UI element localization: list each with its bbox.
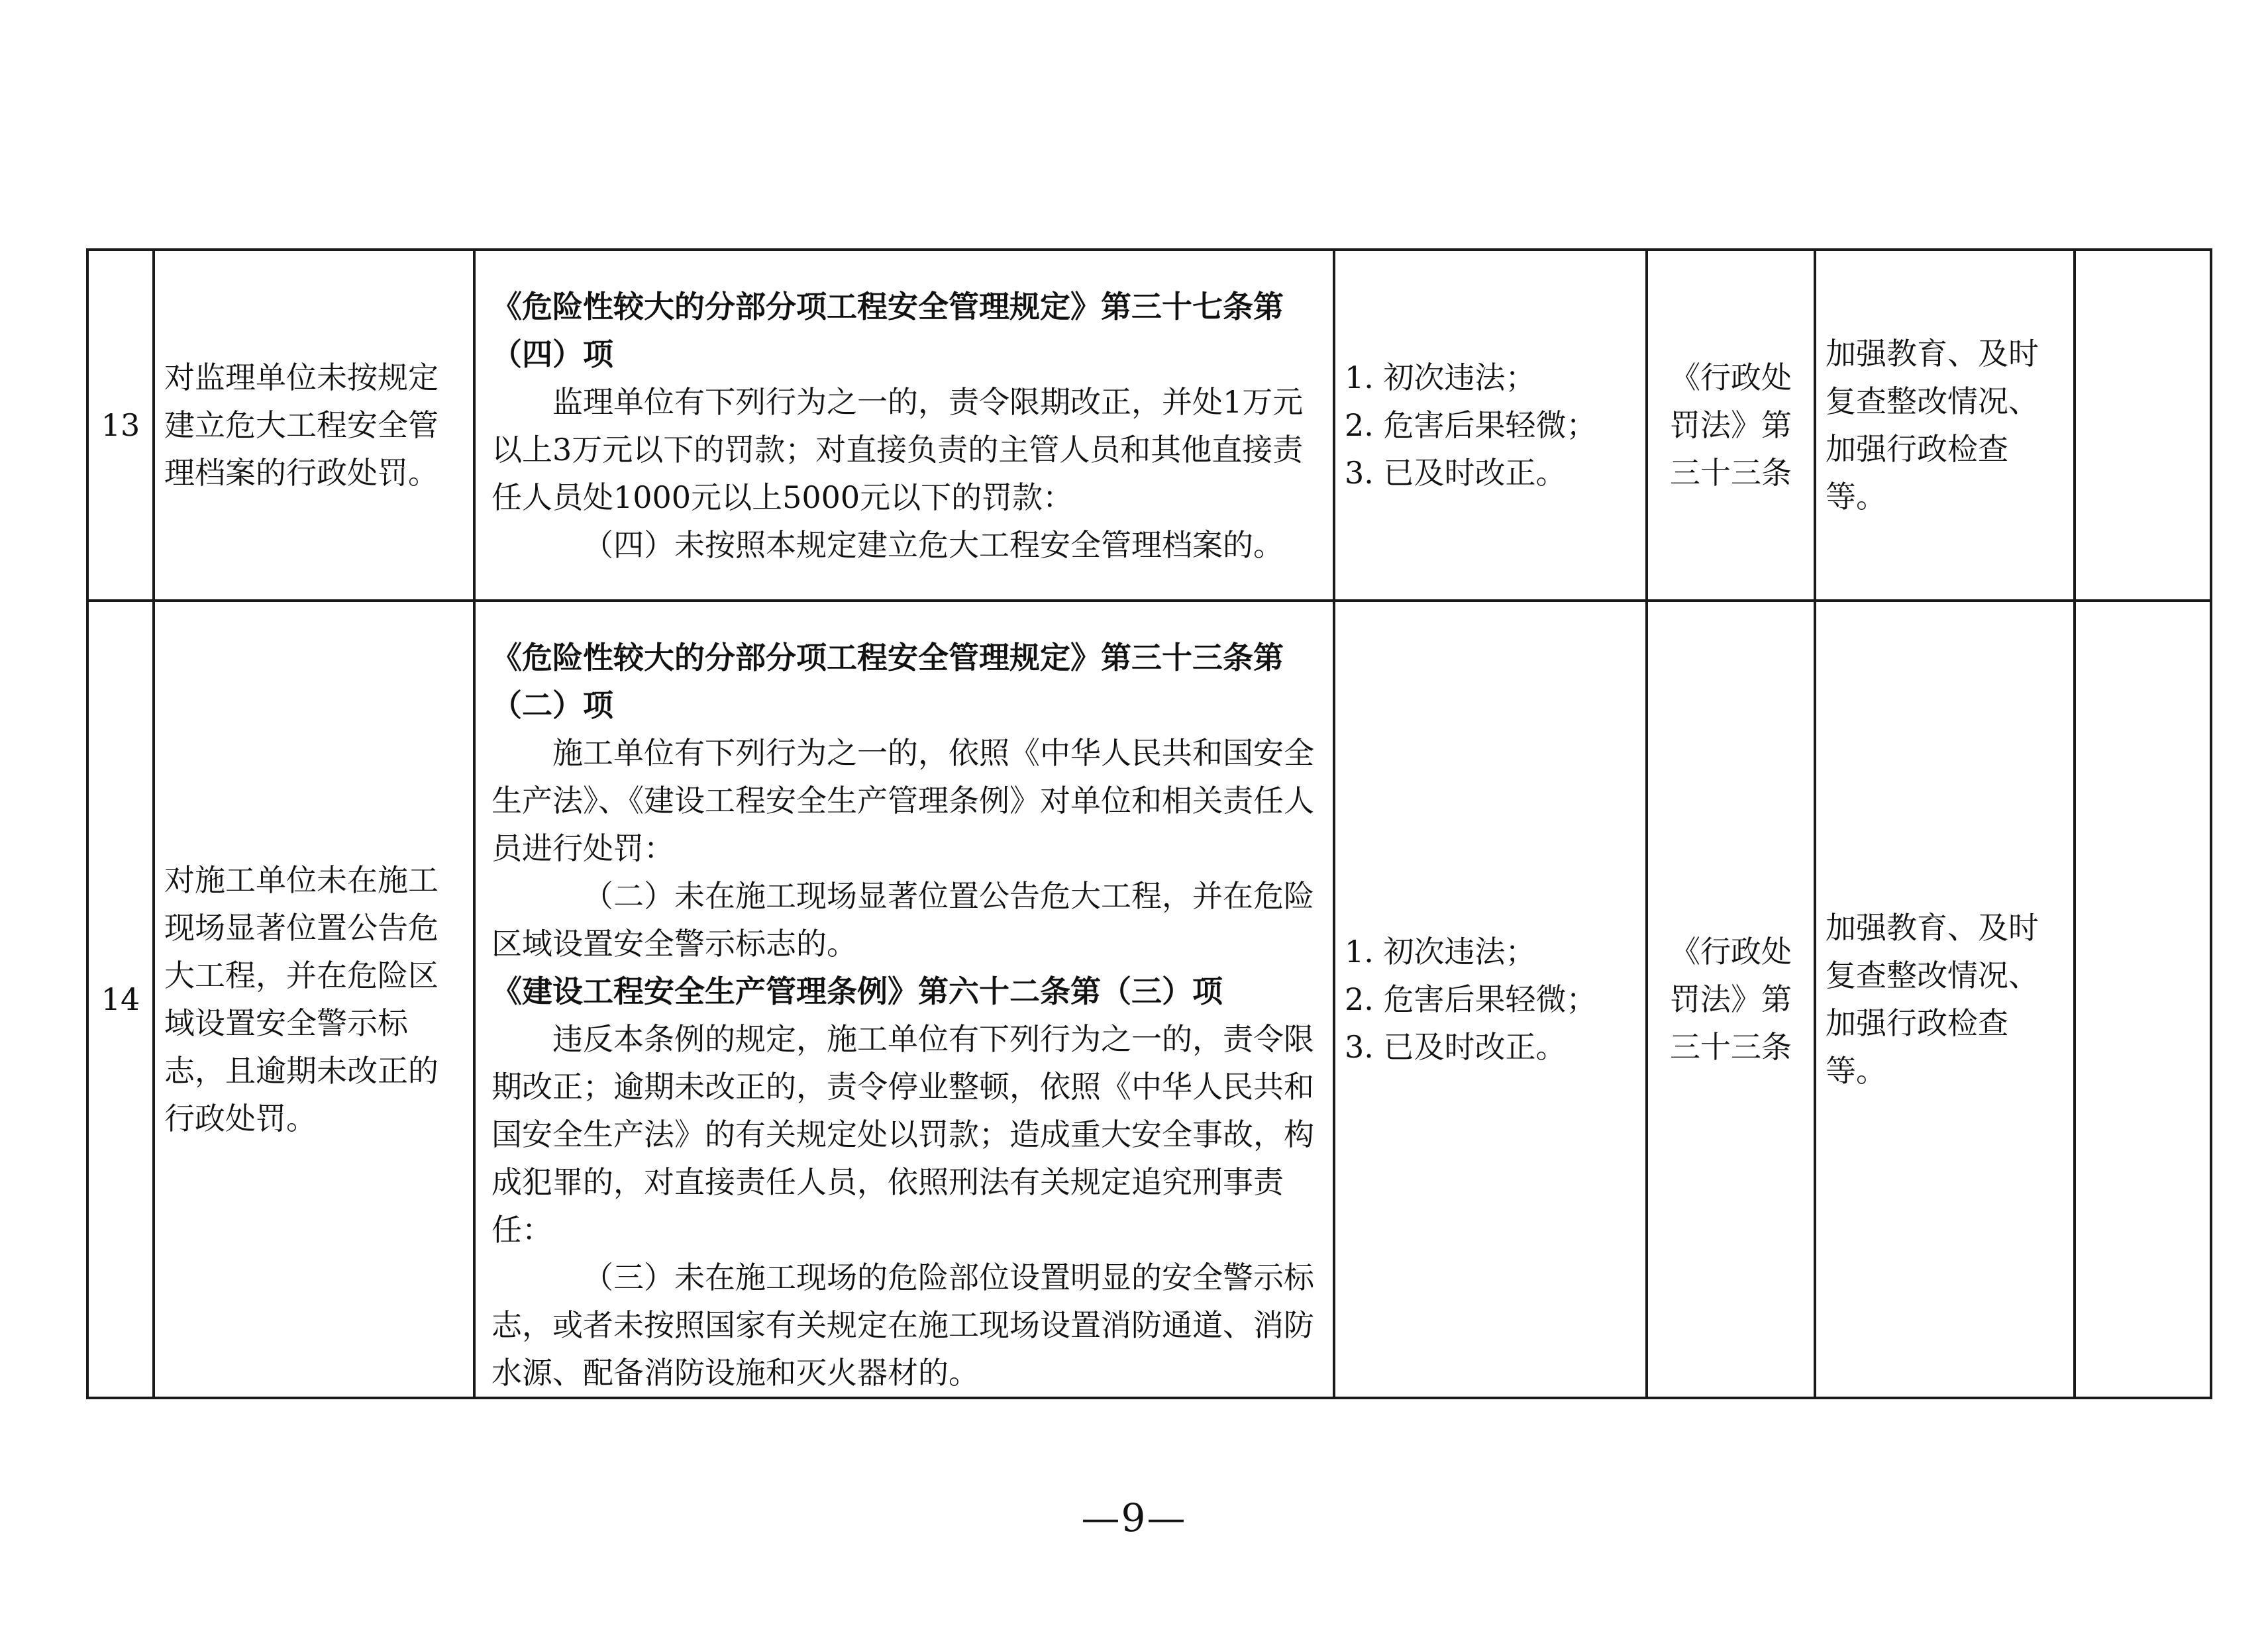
table-row	[87, 250, 2211, 601]
table-row	[87, 601, 2211, 1398]
law-cell	[474, 250, 1334, 601]
page-number: —9—	[1081, 1495, 1187, 1540]
law2-item: （三）未在施工现场的危险部位设置明显的安全警示标志，或者未按照国家有关规定在施工现场设置消防通道、消防水源、配备消防设施和灭火器材的。	[491, 1260, 1314, 1391]
condition-item: 2. 危害后果轻微；	[1345, 407, 1597, 443]
law2-body: 违反本条例的规定，施工单位有下列行为之一的，责令限期改正；逾期未改正的，责令停业整顿，依照《中华人民共和国安全生产法》的有关规定处以罚款；造成重大安全事故，构成犯罪的，对直接责任人员，依照刑法有关规定追究刑事责任：	[491, 1021, 1314, 1248]
penalty-table	[86, 248, 2212, 1399]
conditions-cell	[1334, 601, 1647, 1398]
matter-cell: 对施工单位未在施工现场显著位置公告危大工程，并在危险区域设置安全警示标志，且逾期未改正的行政处罚。	[154, 601, 474, 1398]
law-item: （二）未在施工现场显著位置公告危大工程，并在危险区域设置安全警示标志的。	[491, 878, 1314, 962]
measures-cell: 加强教育、及时复查整改情况、加强行政检查等。	[1815, 250, 2075, 601]
remark-cell	[2075, 250, 2211, 601]
measures-cell: 加强教育、及时复查整改情况、加强行政检查等。	[1815, 601, 2075, 1398]
law-body: 监理单位有下列行为之一的，责令限期改正，并处1万元以上3万元以下的罚款；对直接负责的主管人员和其他直接责任人员处1000元以上5000元以下的罚款：	[491, 384, 1304, 515]
remark-cell	[2075, 601, 2211, 1398]
basis-cell: 《行政处罚法》第三十三条	[1647, 601, 1815, 1398]
law-title: 《危险性较大的分部分项工程安全管理规定》第三十三条第（二）项	[491, 640, 1284, 723]
law2-title: 《建设工程安全生产管理条例》第六十二条第（三）项	[491, 973, 1223, 1009]
row-number: 13	[87, 250, 154, 601]
condition-item: 2. 危害后果轻微；	[1345, 981, 1597, 1017]
law-title: 《危险性较大的分部分项工程安全管理规定》第三十七条第（四）项	[491, 289, 1284, 372]
law-item: （四）未按照本规定建立危大工程安全管理档案的。	[583, 527, 1284, 563]
law-cell	[474, 601, 1334, 1398]
row-number: 14	[87, 601, 154, 1398]
basis-cell: 《行政处罚法》第三十三条	[1647, 250, 1815, 601]
matter-cell: 对监理单位未按规定建立危大工程安全管理档案的行政处罚。	[154, 250, 474, 601]
law-body: 施工单位有下列行为之一的，依照《中华人民共和国安全生产法》、《建设工程安全生产管理条例》对单位和相关责任人员进行处罚：	[491, 735, 1314, 866]
condition-item: 1. 初次违法；	[1345, 934, 1536, 969]
condition-item: 3. 已及时改正。	[1345, 455, 1567, 491]
conditions-cell	[1334, 250, 1647, 601]
condition-item: 1. 初次违法；	[1345, 360, 1536, 395]
condition-item: 3. 已及时改正。	[1345, 1029, 1567, 1065]
